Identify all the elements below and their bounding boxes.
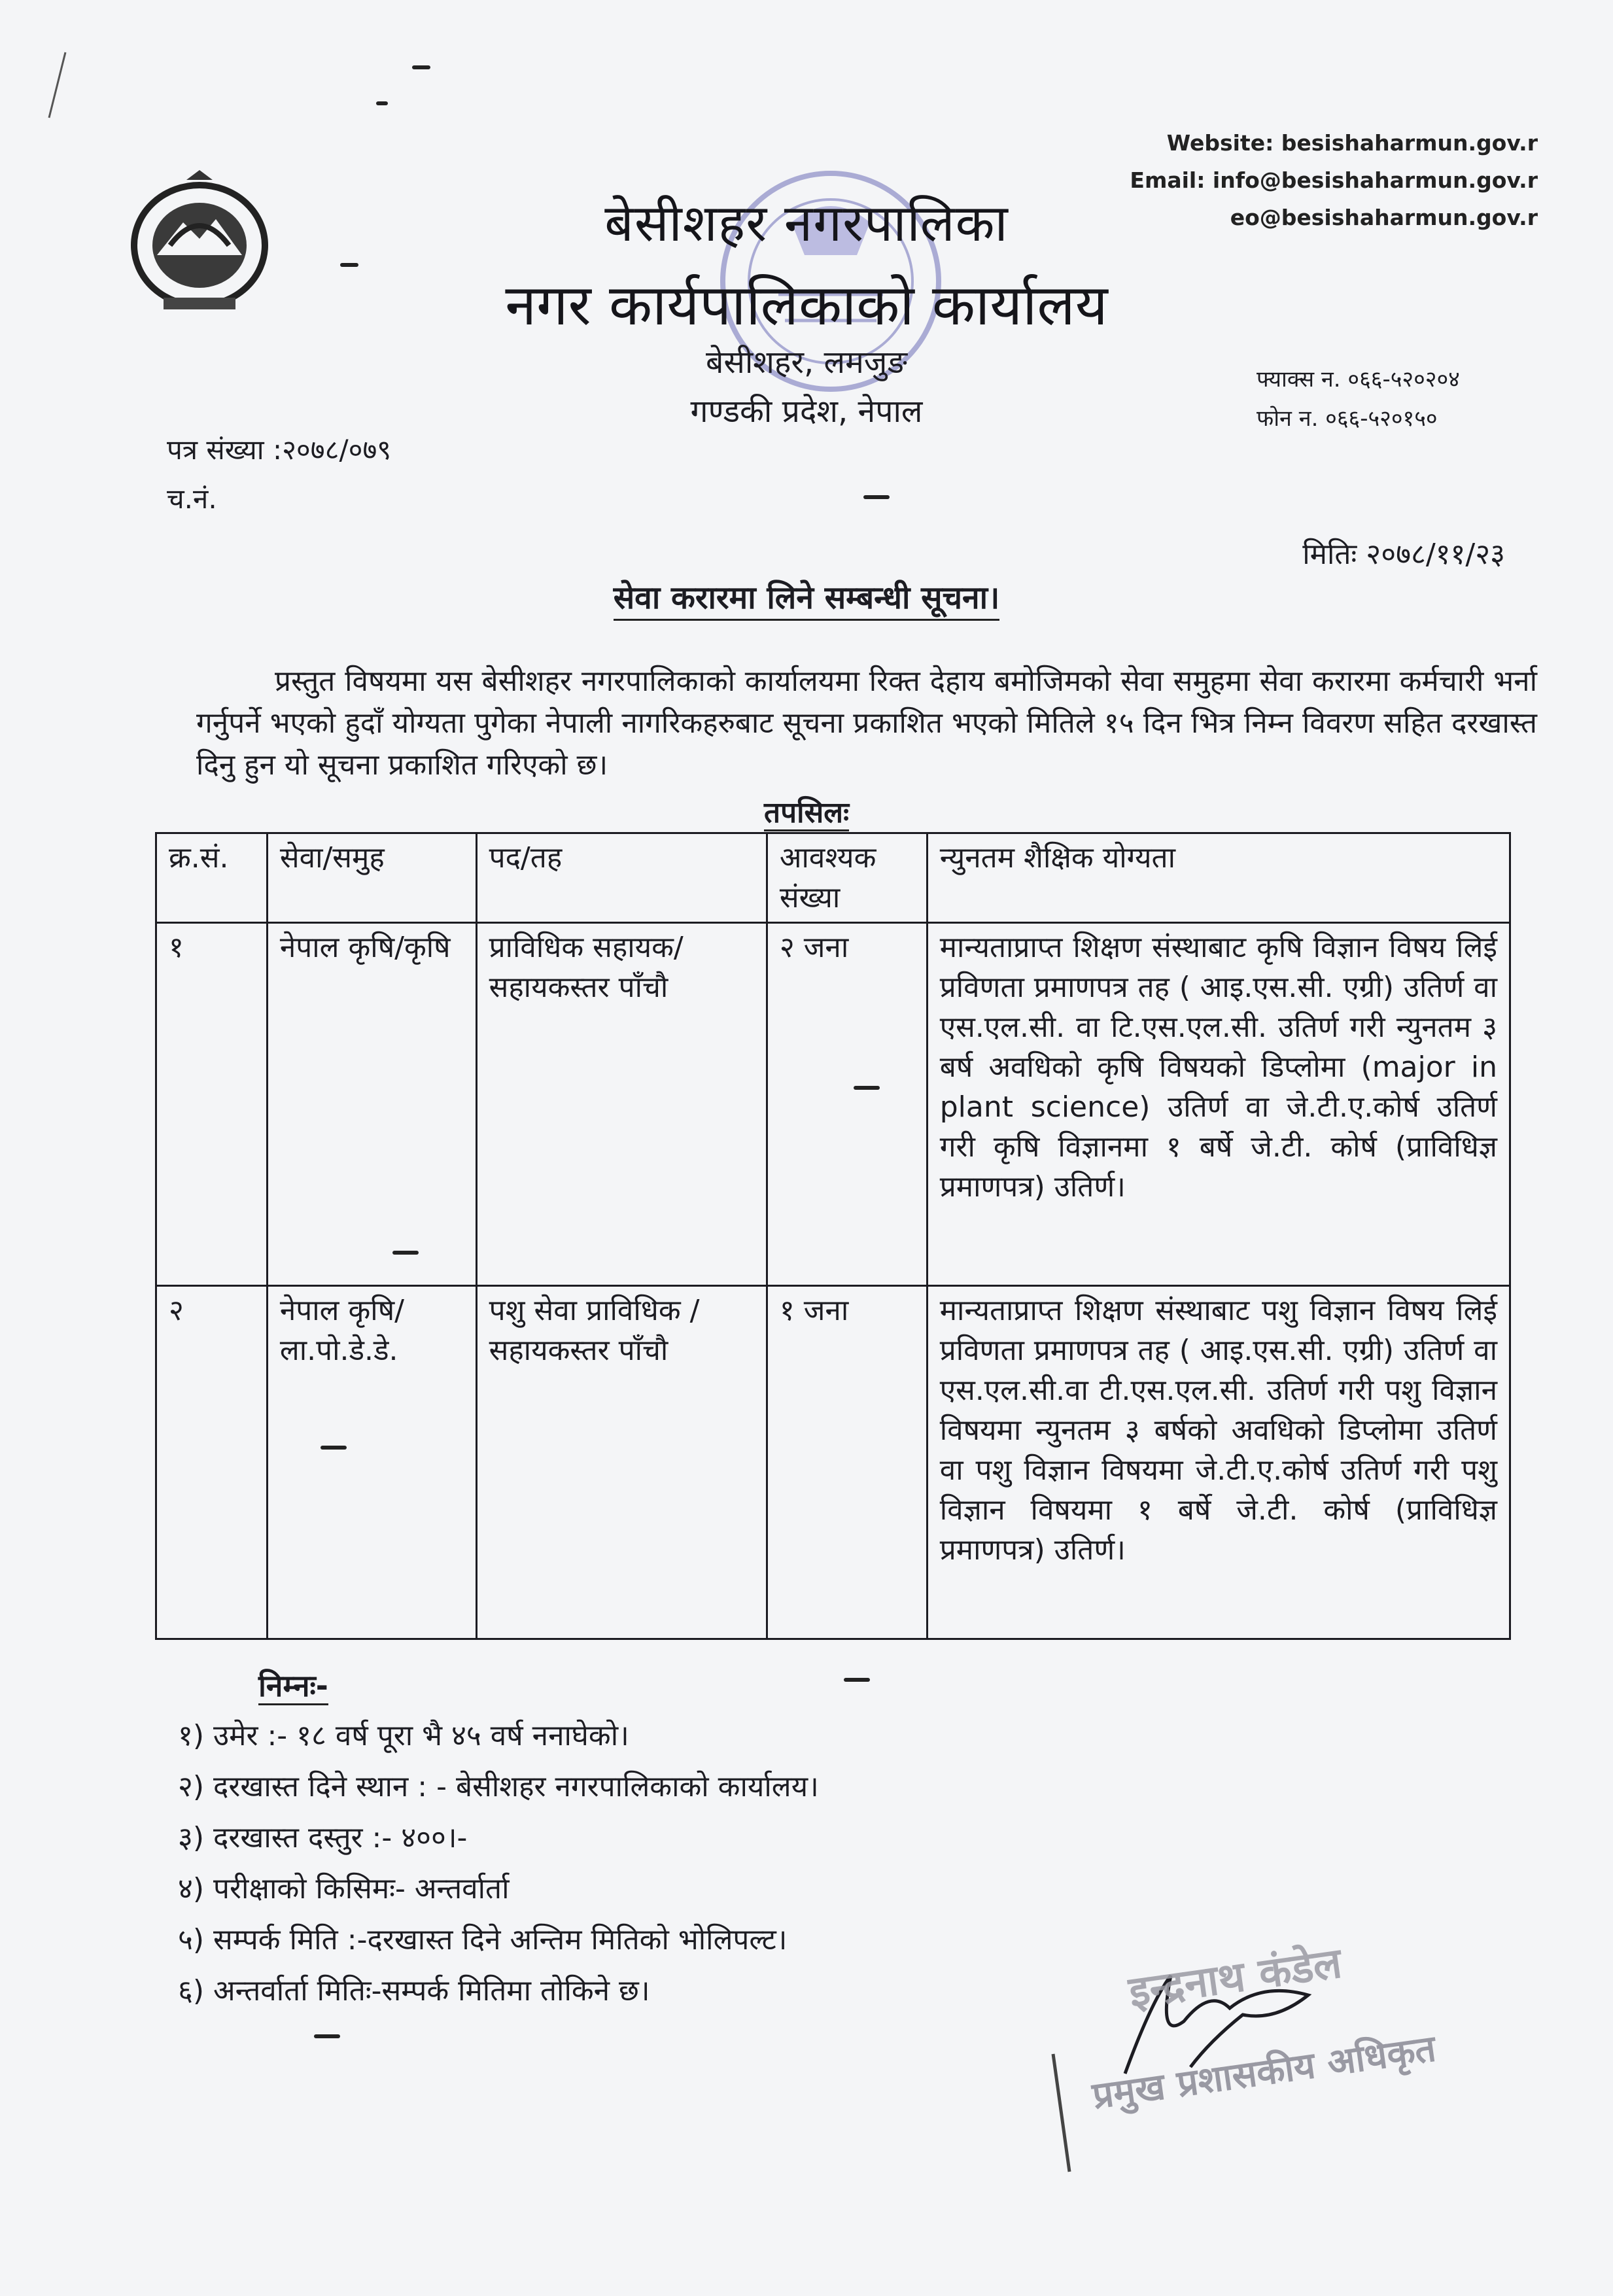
cell-qualification: मान्यताप्राप्त शिक्षण संस्थाबाट कृषि विज्ञान विषय लिई प्रविणता प्रमाणपत्र तह ( आइ.एस.सी. एग्री) उतिर्ण वा एस.एल.सी. वा टि.एस.एल.सी. उतिर्ण गरी न्युनतम ३ बर्ष अवधिको कृषि विषयको डिप्लोमा (major in plant science) उतिर्ण वा जे.टी.ए.कोर्ष उतिर्ण गरी कृषि विज्ञानमा १ बर्षे जे.टी. कोर्ष (प्राविधिज्ञ प्रमाणपत्र) उतिर्ण। <box>927 923 1510 1286</box>
vacancy-table <box>155 832 1511 1640</box>
scan-mark <box>39 46 78 124</box>
signatory-name: इन्द्रनाथ कंडेल <box>1126 1939 1345 2017</box>
notes-title: निम्नः- <box>258 1668 328 1705</box>
list-item: ४) परीक्षाको किसिमः- अन्तर्वार्ता <box>178 1872 510 1905</box>
list-item: ३) दरखास्त दस्तुर :- ४००।- <box>178 1821 468 1854</box>
cell-service: नेपाल कृषि/ ला.पो.डे.डे. <box>267 1286 476 1639</box>
reference-block <box>167 425 391 523</box>
phone-number: फोन न. ०६६-५२०१५० <box>1257 406 1438 432</box>
table-row <box>156 1286 1510 1639</box>
notes-heading <box>258 1665 328 1705</box>
office-address: बेसीशहर, लमजुङ <box>705 344 907 381</box>
list-item: ६) अन्तर्वार्ता मितिः-सम्पर्क मितिमा तोकिने छ। <box>178 1974 650 2008</box>
list-item: २) दरखास्त दिने स्थान : - बेसीशहर नगरपालिकाको कार्यालय। <box>178 1770 819 1803</box>
header-count: आवश्यक संख्या <box>767 833 927 923</box>
scan-mark <box>412 65 430 69</box>
letter-date: मितिः २०७८/११/२३ <box>1302 538 1505 571</box>
scan-mark <box>314 2034 340 2038</box>
scan-mark <box>863 495 890 499</box>
signature-stroke <box>1043 2047 1083 2178</box>
fax-phone-block <box>1257 360 1531 438</box>
table-row <box>156 923 1510 1286</box>
header-post: पद/तह <box>476 833 767 923</box>
municipality-name: बेसीशहर नगरपालिका <box>604 194 1009 253</box>
cell-qualification: मान्यताप्राप्त शिक्षण संस्थाबाट पशु विज्ञान विषय लिई प्रविणता प्रमाणपत्र तह ( आइ.एस.सी. एग्री) उतिर्ण वा एस.एल.सी.वा टी.एस.एल.सी. उतिर्ण गरी पशु विज्ञान विषयमा न्युनतम ३ बर्षको अवधिको डिप्लोमा उतिर्ण वा पशु विज्ञान विषयमा जे.टी.ए.कोर्ष उतिर्ण गरी पशु विज्ञान विषयमा १ बर्षे जे.टी. कोर्ष (प्राविधिज्ञ प्रमाणपत्र) उतिर्ण। <box>927 1286 1510 1639</box>
table-header-row <box>156 833 1510 923</box>
cell-count: २ जना <box>767 923 927 1286</box>
header-service: सेवा/समुह <box>267 833 476 923</box>
dispatch-number: च.नं. <box>167 483 217 515</box>
email-secondary-text: eo@besishaharmun.gov.r <box>1230 205 1538 230</box>
schedule-title: तपसिलः <box>764 796 849 831</box>
subject-text: सेवा करारमा लिने सम्बन्धी सूचना। <box>614 580 1000 621</box>
notice-subject <box>0 576 1613 618</box>
fax-number: फ्याक्स न. ०६६-५२०२०४ <box>1257 366 1460 392</box>
notice-body: प्रस्तुत विषयमा यस बेसीशहर नगरपालिकाको कार्यालयमा रिक्त देहाय बमोजिमको सेवा समुहमा सेवा करारमा कर्मचारी भर्ना गर्नुपर्ने भएको हुदाँ योग्यता पुगेका नेपाली नागरिकहरुबाट सूचना प्रकाशित भएको मितिले १५ दिन भित्र निम्न विवरण सहित दरखास्त दिनु हुन यो सूचना प्रकाशित गरिएको छ। <box>196 665 1537 782</box>
cell-post: पशु सेवा प्राविधिक /सहायकस्तर पाँचौ <box>476 1286 767 1639</box>
signatory-title: प्रमुख प्रशासकीय अधिकृत <box>1090 2027 1439 2118</box>
scan-mark <box>844 1678 870 1682</box>
header-qualification: न्युनतम शैक्षिक योग्यता <box>927 833 1510 923</box>
list-item: १) उमेर :- १८ वर्ष पूरा भै ४५ वर्ष ननाघेको। <box>178 1719 629 1752</box>
cell-post: प्राविधिक सहायक/सहायकस्तर पाँचौ <box>476 923 767 1286</box>
schedule-heading <box>0 791 1613 831</box>
cell-service: नेपाल कृषि/कृषि <box>267 923 476 1286</box>
header-serial: क्र.सं. <box>156 833 268 923</box>
cell-count: १ जना <box>767 1286 927 1639</box>
notes-list <box>178 1711 819 2017</box>
list-item: ५) सम्पर्क मिति :-दरखास्त दिने अन्तिम मितिको भोलिपल्ट। <box>178 1923 788 1957</box>
office-name: नगर कार्यपालिकाको कार्यालय <box>505 273 1108 338</box>
website-text: Website: besishaharmun.gov.r <box>1166 130 1538 156</box>
letter-number: पत्र संख्या :२०७८/०७९ <box>167 434 392 466</box>
scan-mark <box>376 101 388 105</box>
cell-serial: २ <box>156 1286 268 1639</box>
office-province: गण्डकी प्रदेश, नेपाल <box>690 393 923 430</box>
email-text: Email: info@besishaharmun.gov.r <box>1130 167 1538 193</box>
cell-serial: १ <box>156 923 268 1286</box>
